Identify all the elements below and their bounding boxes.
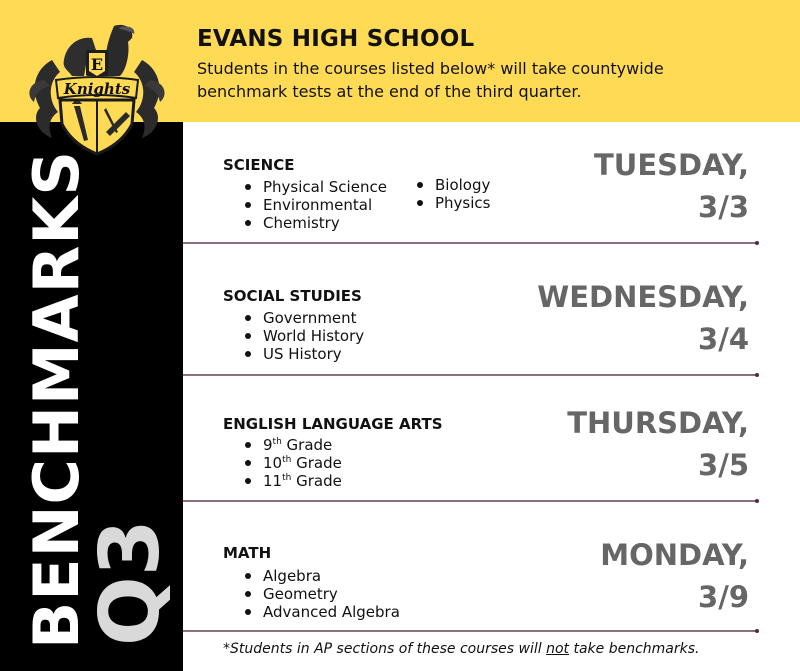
course-item: US History [243,345,364,363]
svg-text:Knights: Knights [63,80,131,98]
test-date-value: 3/4 [698,322,749,356]
subject-heading: ENGLISH LANGUAGE ARTS [223,415,443,433]
course-item: Chemistry [243,214,387,232]
section-english-language-arts [183,376,800,500]
subject-heading: MATH [223,544,272,562]
section-math [183,502,800,630]
test-day: THURSDAY, [567,406,749,440]
course-item: 11th Grade [243,472,342,490]
test-date-value: 3/5 [698,448,749,482]
test-date [594,144,749,228]
test-date [537,276,749,360]
section-social-studies [183,244,800,375]
test-day: TUESDAY, [594,148,749,182]
test-day: WEDNESDAY, [537,280,749,314]
ap-footnote: *Students in AP sections of these courses will not take benchmarks. [223,641,700,657]
intro-line-2: benchmark tests at the end of the third quarter. [197,82,582,101]
svg-text:E: E [90,55,104,74]
course-list-col2 [415,176,490,212]
intro-text [197,57,757,103]
course-list [243,436,342,490]
course-item: Environmental [243,196,387,214]
course-item: Geometry [243,585,400,603]
course-item: Government [243,309,364,327]
course-item: Advanced Algebra [243,603,400,621]
course-item: 10th Grade [243,454,342,472]
subject-heading: SOCIAL STUDIES [223,287,362,305]
footnote-emphasis: not [546,641,570,657]
course-item: 9th Grade [243,436,342,454]
quarter-vertical-label: Q3 [83,519,178,646]
subject-heading: SCIENCE [223,156,295,174]
test-date [567,402,749,486]
test-date-value: 3/3 [698,190,749,224]
course-list [243,309,364,363]
course-item: World History [243,327,364,345]
course-list [243,567,400,621]
test-date [600,534,749,618]
course-item: Biology [415,176,490,194]
intro-line-1: Students in the courses listed below* will take countywide [197,59,664,78]
school-name: EVANS HIGH SCHOOL [197,26,475,52]
knights-crest-logo [22,20,172,156]
test-date-value: 3/9 [698,580,749,614]
course-item: Algebra [243,567,400,585]
course-item: Physical Science [243,178,387,196]
benchmarks-vertical-title: BENCHMARKS [20,149,93,649]
course-item: Physics [415,194,490,212]
test-day: MONDAY, [600,538,749,572]
section-science [183,122,800,243]
course-list [243,178,387,232]
section-divider [183,630,757,632]
